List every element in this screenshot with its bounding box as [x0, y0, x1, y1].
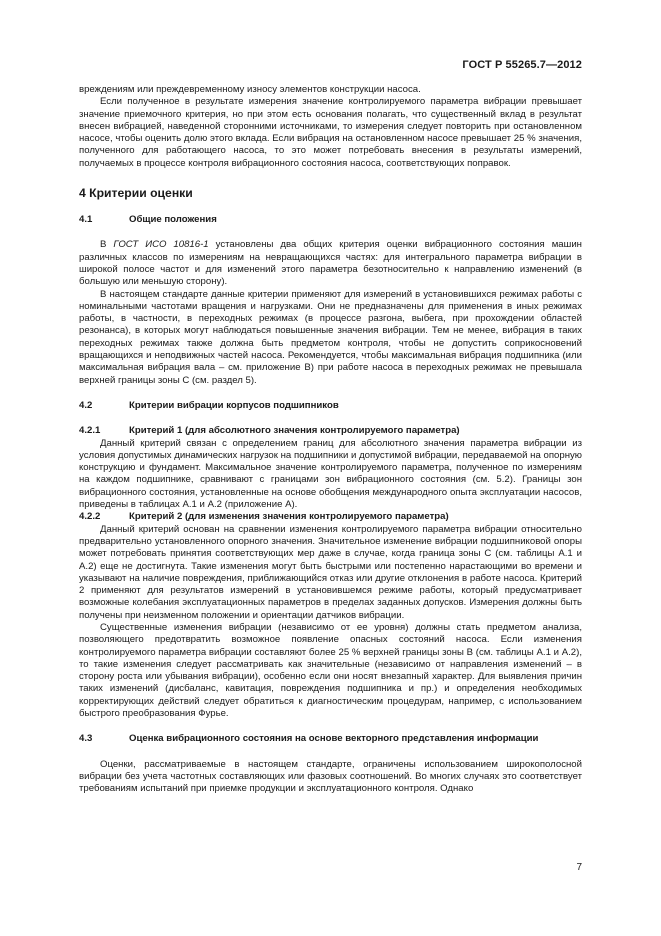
section-4-3-number: 4.3 [79, 733, 93, 745]
paragraph-4-2-1: Данный критерий связан с определением границ для абсолютного значения параметра вибрации из условия допустимых динамических нагрузок на подшипники и допустимой вибрации, передаваемой на опорную конструкцию и фундамент. Максимальное значение контролируемого параметра, полученное по измерениям на каждом подшипнике, сравнивают с границами зон вибрационного состояния (см. 5.2). Границы зон вибрационного состояния, установленные на основе обобщения международного опыта эксплуатации насосов, приведены в таблицах А.1 и А.2 (приложение А). [79, 437, 582, 511]
section-4-2-title: Критерии вибрации корпусов подшипников [129, 399, 339, 411]
paragraph-4-1-pre: В [100, 239, 114, 251]
paragraph-4-3: Оценки, рассматриваемые в настоящем стандарте, ограничены использованием широкополосной вибрации без учета частотных составляющих или фазовых соотношений. Во многих случаях это соответствует требованиям испытаний при приемке продукции и эксплуатационного контроля. Однако [79, 758, 582, 795]
section-4-2-1-number: 4.2.1 [79, 425, 101, 437]
paragraph-4-1-post: установлены два общих критерия оценки вибрационного состояния машин различных классов по измерениям на невращающихся частях: для интегрального параметра вибрации в широкой полосе частот и для изменений этого параметра безотносительно к направлению изменений (в большую или меньшую сторону). [79, 239, 582, 288]
paragraph-continuation: вреждениям или преждевременному износу элементов конструкции насоса. [79, 84, 421, 95]
section-4-1-number: 4.1 [79, 214, 93, 226]
document-header: ГОСТ Р 55265.7—2012 [462, 59, 582, 71]
section-4-heading: 4 Критерии оценки [79, 186, 193, 201]
section-4-2-1-title: Критерий 1 (для абсолютного значения контролируемого параметра) [129, 425, 460, 437]
section-4-1-title: Общие положения [129, 214, 217, 226]
section-4-1-heading [79, 214, 582, 226]
paragraph-4-2-2-a: Данный критерий основан на сравнении изменения контролируемого параметра вибрации относительно предварительно установленного опорного значения. Значительное изменение вибрации подшипниковой опоры может потребовать принятия соответствующих мер даже в случае, когда граница зоны С (см. таблицы А.1 и А.2) еще не достигнута. Такие изменения могут быть быстрыми или постепенно нарастающими во времени и указывают на наличие повреждения, приближающийся отказ или другие отклонения в работе насоса. Критерий 2 применяют для результатов измерений в установившемся режиме работы, который предусматривает возможные колебания эксплуатационных параметров в пределах заданных допусков. Измерения должны быть получены при неизменном положении и ориентации датчиков вибрации. [79, 523, 582, 621]
section-4-2-heading [79, 400, 582, 412]
section-4-3-title: Оценка вибрационного состояния на основе векторного представления информации [129, 733, 539, 745]
page-number: 7 [576, 862, 582, 873]
paragraph-4-1-modes: В настоящем стандарте данные критерии применяют для измерений в установившихся режимах работы с номинальными частотами вращения и нагрузками. Они не предназначены для применения в иных режимах работы, в частности, в переходных режимах (в процессе разгона, выбега, при прохождении областей резонанса), в которых могут наблюдаться повышенные значения вибрации. Тем не менее, вибрация в таких переходных режимах также должна быть предметом контроля, чтобы не допустить соприкосновений вращающихся и неподвижных частей насоса. Рекомендуется, чтобы максимальная вибрация подшипника (или максимальная вибрация вала – см. приложение В) при работе насоса в переходных режимах не превышала верхней границы зоны С (см. раздел 5). [79, 288, 582, 386]
standard-reference: ГОСТ ИСО 10816-1 [113, 239, 209, 251]
section-4-2-2-number: 4.2.2 [79, 511, 101, 523]
section-4-2-2-heading [79, 511, 582, 523]
paragraph-4-2-2-b: Существенные изменения вибрации (независимо от ее уровня) должны стать предметом анализа, позволяющего предотвратить возможное появление опасных состояний насоса. Если изменения контролируемого параметра вибрации составляют более 25 % верхней границы зоны В (см. таблицы А.1 и А.2), то такие изменения следует рассматривать как значительные (независимо от направления изменений – в сторону роста или убывания вибрации), особенно если они носят внезапный характер. Для выявления причин таких изменений (дисбаланс, кавитация, повреждения подшипника и пр.) и определения необходимых корректирующих действий следует обратиться к диагностическим процедурам, например, с использованием быстрого преобразования Фурье. [79, 621, 582, 720]
section-4-2-1-heading [79, 425, 582, 437]
paragraph-external-vibration: Если полученное в результате измерения значение контролируемого параметра вибрации превышает значение приемочного критерия, но при этом есть основания полагать, что существенный вклад в результат внесен вибрацией, наведенной сторонними источниками, то измерения следует повторить при остановленном насосе, чтобы оценить долю этого вклада. Если вибрация на остановленном насосе превышает 25 % значения, полученного для работающего насоса, то это может потребовать внесения в результаты измерений, получаемых в процессе контроля вибрационного состояния насоса, соответствующих поправок. [79, 96, 582, 169]
section-4-2-2-title: Критерий 2 (для изменения значения контролируемого параметра) [129, 511, 449, 523]
page-body [79, 84, 582, 796]
section-4-3-heading [79, 733, 582, 745]
section-4-2-number: 4.2 [79, 399, 93, 411]
paragraph-4-1-general [79, 239, 582, 288]
